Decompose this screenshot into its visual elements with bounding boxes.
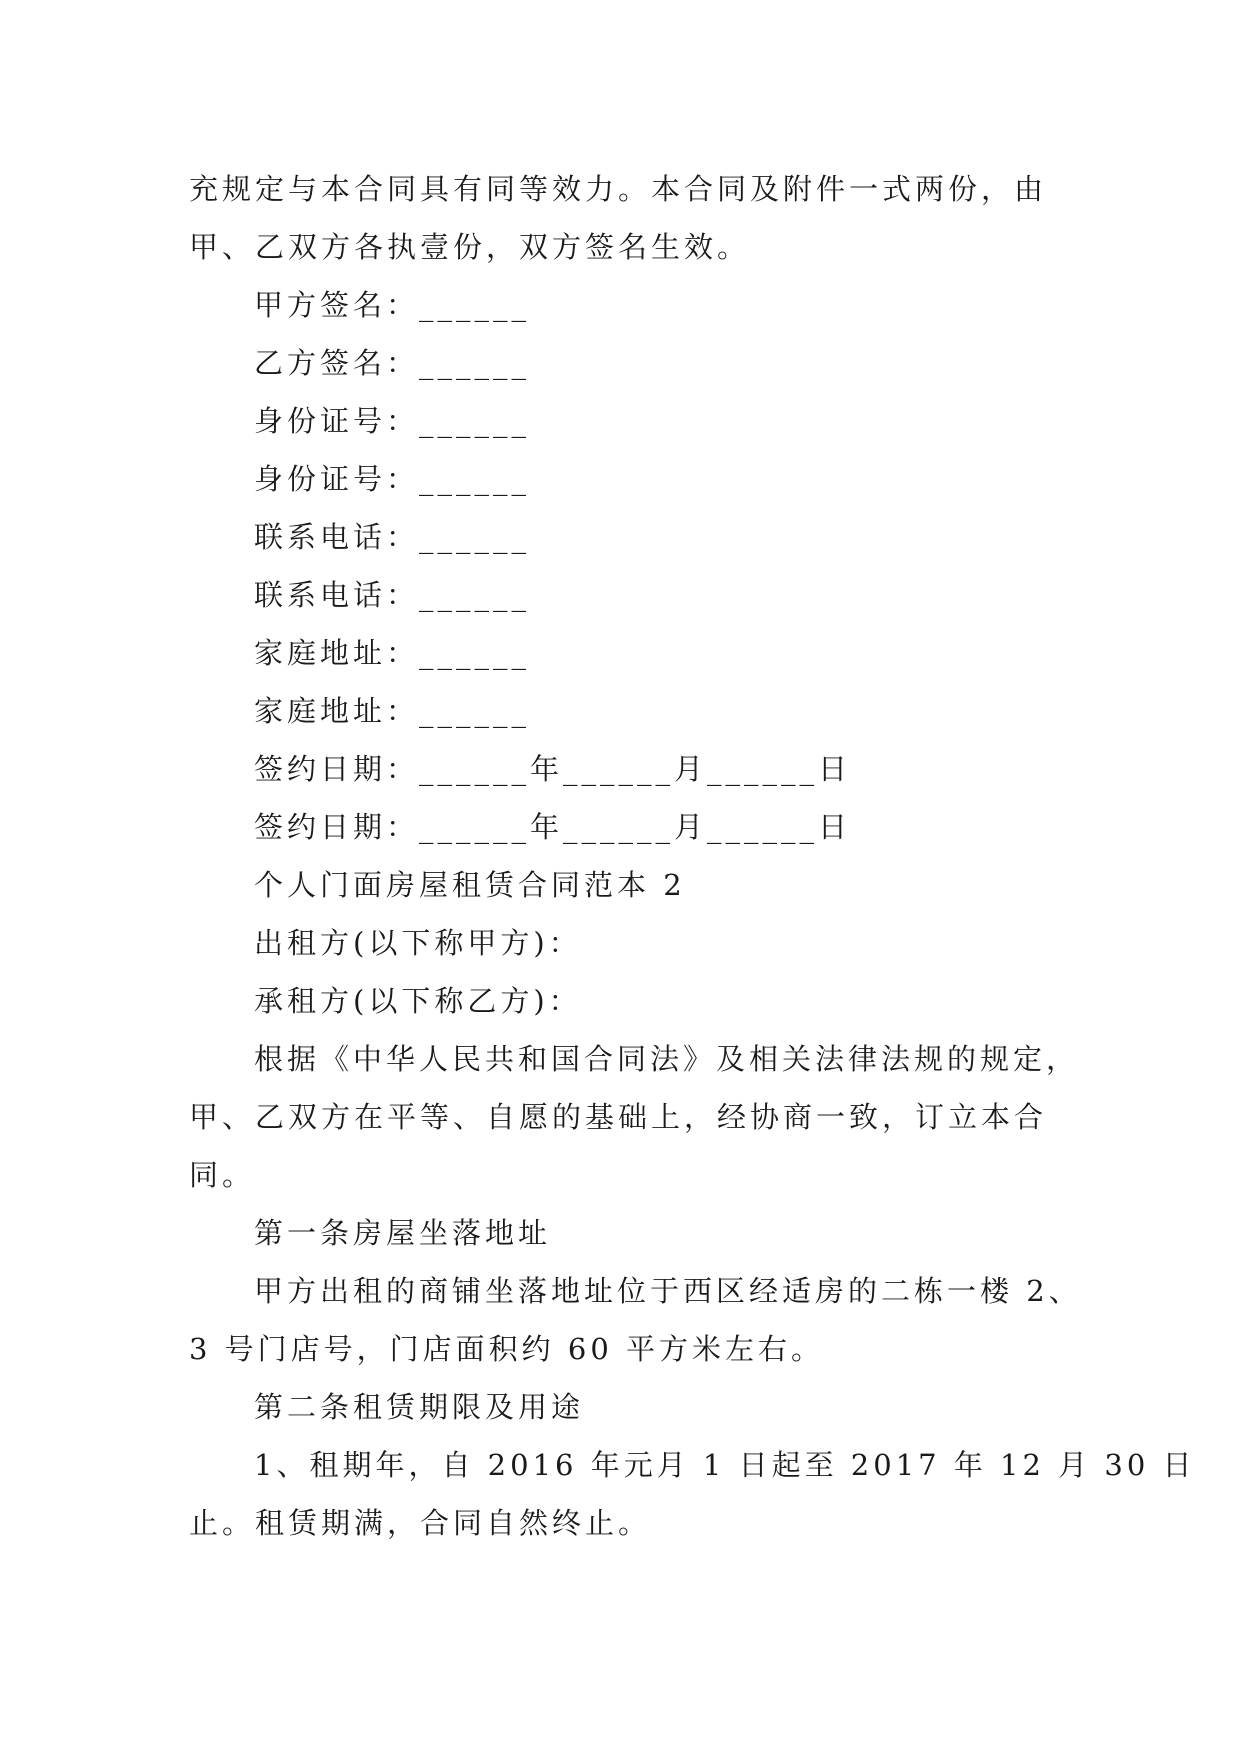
body-text-line: 同。 [189,1158,256,1192]
body-text-line: 甲方出租的商铺坐落地址位于西区经适房的二栋一楼 2、 [254,1274,1082,1308]
phone-field: 联系电话：______ [254,578,531,612]
phone-field: 联系电话：______ [254,520,531,554]
id-number-field: 身份证号：______ [254,462,531,496]
home-address-field: 家庭地址：______ [254,694,531,728]
article-heading: 第二条租赁期限及用途 [254,1390,585,1424]
body-text-line: 1、租期年，自 2016 年元月 1 日起至 2017 年 12 月 30 日 [254,1448,1196,1482]
id-number-field: 身份证号：______ [254,404,531,438]
party-b-signature-field: 乙方签名：______ [254,346,531,380]
signing-date-field: 签约日期：______年______月______日 [254,752,852,786]
signing-date-field: 签约日期：______年______月______日 [254,810,852,844]
document-body [189,160,1196,1552]
article-heading: 第一条房屋坐落地址 [254,1216,552,1250]
lessee-line: 承租方(以下称乙方)： [254,984,582,1018]
body-text-line: 根据《中华人民共和国合同法》及相关法律法规的规定， [254,1042,1080,1076]
body-text-line: 3 号门店号，门店面积约 60 平方米左右。 [189,1332,825,1366]
party-a-signature-field: 甲方签名：______ [254,288,531,322]
lessor-line: 出租方(以下称甲方)： [254,926,582,960]
section-title: 个人门面房屋租赁合同范本 2 [254,868,686,902]
body-text-line: 充规定与本合同具有同等效力。本合同及附件一式两份，由 [189,172,1048,206]
body-text-line: 止。租赁期满，合同自然终止。 [189,1506,652,1540]
body-text-line: 甲、乙双方各执壹份，双方签名生效。 [189,230,751,264]
home-address-field: 家庭地址：______ [254,636,531,670]
body-text-line: 甲、乙双方在平等、自愿的基础上，经协商一致，订立本合 [189,1100,1048,1134]
